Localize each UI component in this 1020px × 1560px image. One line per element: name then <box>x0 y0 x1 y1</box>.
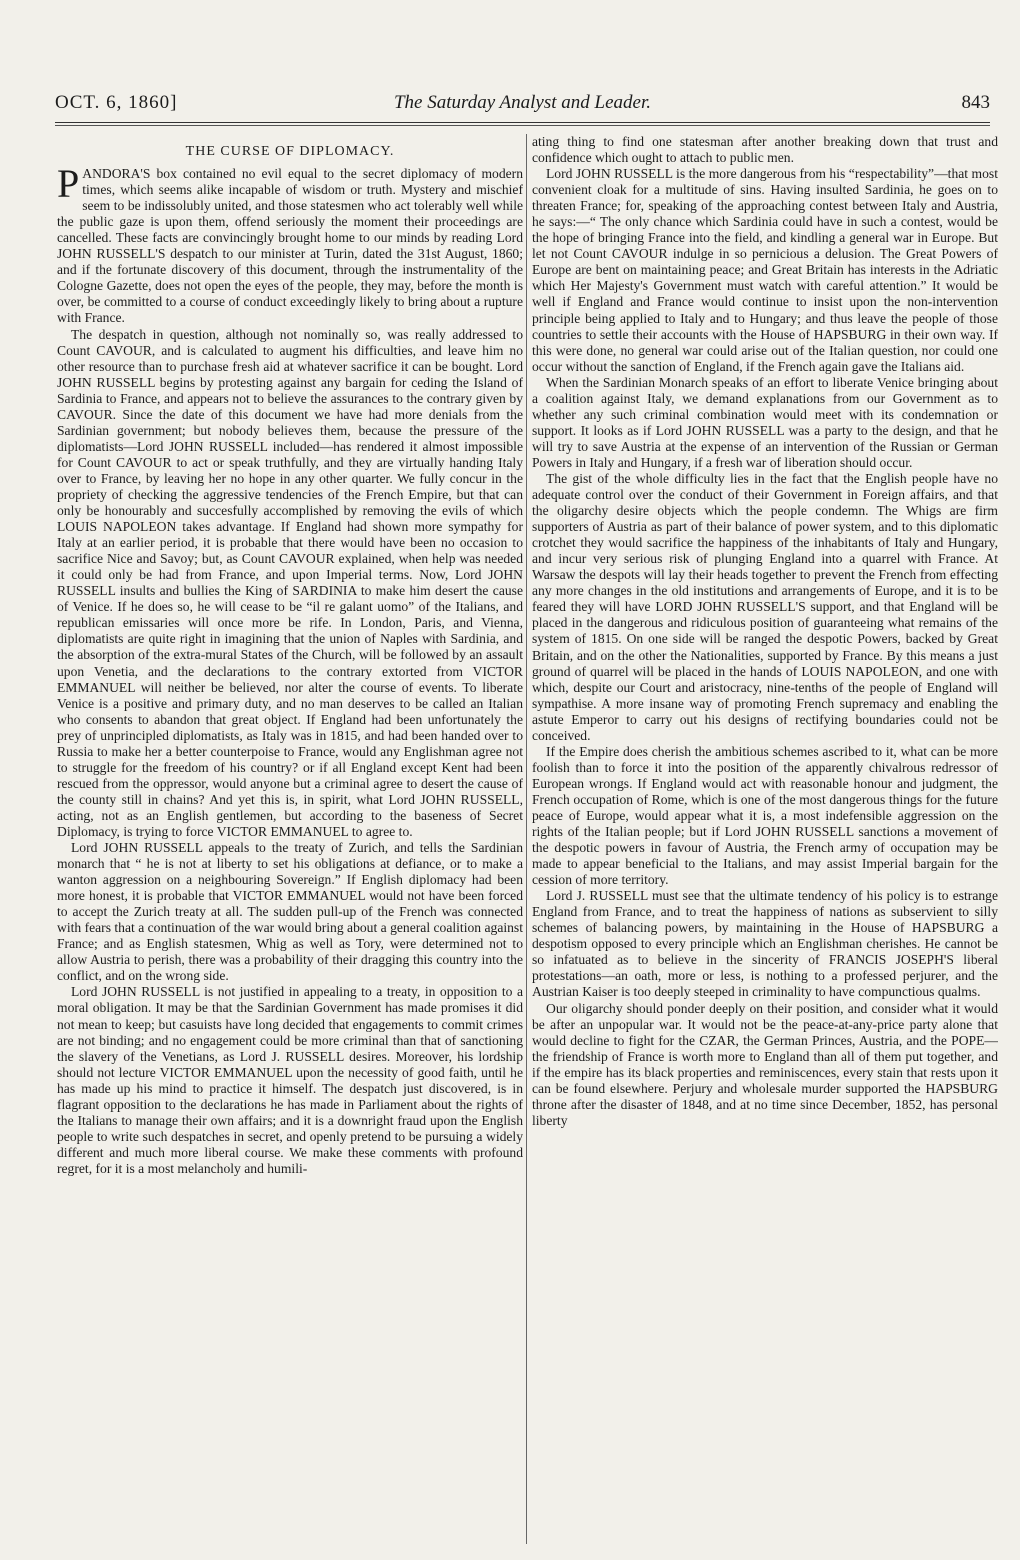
paragraph: When the Sardinian Monarch speaks of an effort to liberate Venice bringing about a coalition against Italy, we demand explanations from our Government as to whether any such criminal combination would meet with its condemnation or support. It looks as if Lord JOHN RUSSELL was a party to the design, and that he will try to save Austria at the expense of an intervention of the Russian or German Powers in Italy and Hungary, if a fresh war of liberation should occur. <box>532 374 998 470</box>
column-divider <box>526 134 527 1544</box>
article-title: THE CURSE OF DIPLOMACY. <box>185 144 395 159</box>
right-column <box>532 134 998 1544</box>
header-rule <box>55 122 990 123</box>
paragraph: ating thing to find one statesman after another breaking down that trust and confidence which ought to attach to public men. <box>532 134 998 166</box>
page-header <box>55 92 990 116</box>
left-column <box>57 134 523 1544</box>
paragraph: Lord J. RUSSELL must see that the ultimate tendency of his policy is to estrange England from France, and to treat the happiness of nations as subservient to silly schemes of balancing powers, by maintaining in the House of HAPSBURG a despotism opposed to every principle which an Englishman cherishes. He cannot be so infatuated as to believe in the sincerity of FRANCIS JOSEPH'S liberal protestations—an oath, more or less, is nothing to a professed perjurer, and the Austrian Kaiser is too deeply steeped in criminality to have compunctious qualms. <box>532 888 998 1000</box>
paragraph-text: ANDORA'S box contained no evil equal to the secret diplomacy of modern times, which seems alike incapable of wisdom or truth. Mystery and mischief seem to be indissolubly united, and those statesmen who act tolerably well while the public gaze is upon them, offend seriously the moment their proceedings are cancelled. These facts are convincingly brought home to our minds by reading Lord JOHN RUSSELL'S despatch to our minister at Turin, dated the 31st August, 1860; and if the fortunate discovery of this document, through the instrumentality of the Cologne Gazette, does not open the eyes of the people, they may, before the month is over, be committed to a course of conduct exceedingly likely to bring about a rupture with France. <box>57 166 523 326</box>
paragraph: The gist of the whole difficulty lies in the fact that the English people have no adequate control over the conduct of their Government in Foreign affairs, and that the oligarchy desire objects which the people condemn. The Whigs are firm supporters of Austria as part of their balance of power system, and to this diplomatic crotchet they would sacrifice the happiness of the inhabitants of Italy and Hungary, and incur very serious risk of plunging England into a quarrel with France. At Warsaw the despots will lay their heads together to prevent the French from effecting any more changes in the old institutions and arrangements of Europe, and it is to be feared they will have LORD JOHN RUSSELL'S support, and that England will be placed in the dangerous and ridiculous position of guaranteeing what remains of the system of 1815. On one side will be ranged the despotic Powers, backed by Great Britain, and on the other the Nationalities, supported by France. By this means a just ground of quarrel will be placed in the hands of LOUIS NAPOLEON, and one with which, despite our Court and aristocracy, nine-tenths of the people of England will sympathise. A more insane way of promoting French supremacy and enabling the astute Emperor to carry out his designs of rectifying boundaries could not be conceived. <box>532 470 998 743</box>
paragraph: Lord JOHN RUSSELL is the more dangerous from his “respectability”—that most convenient cloak for a multitude of sins. Having insulted Sardinia, he goes on to threaten France; for, speaking of the approaching contest between Italy and Austria, he says:—“ The only chance which Sardinia could have in such a contest, would be the hope of bringing France into the field, and kindling a general war in Europe. But let not Count CAVOUR indulge in so pernicious a delusion. The Great Powers of Europe are bent on maintaining peace; and Great Britain has interests in the Adriatic which Her Majesty's Government must watch with careful attention.” It would be well if England and France would continue to insist upon the non-intervention principle being applied to Italy and to Hungary; and thus leave the people of those countries to settle their accounts with the House of HAPSBURG in their own way. If this were done, no general war could arise out of the Italian question, nor could one occur without the sanction of England, if the French again gave the Italians aid. <box>532 166 998 374</box>
page-number: 843 <box>961 92 990 113</box>
journal-title: The Saturday Analyst and Leader. <box>393 92 652 113</box>
paragraph: If the Empire does cherish the ambitious schemes ascribed to it, what can be more foolish than to force it into the position of the apparently chivalrous redressor of European wrongs. If England would act with reasonable honour and judgment, the French occupation of Rome, which is one of the most dangerous things for the future peace of Europe, would appear what it is, a most indefensible aggression on the rights of the Italian people; but if Lord JOHN RUSSELL sanctions a movement of the despotic powers in favour of Austria, the French army of occupation may be made to appear beneficial to the Italians, and may assist Imperial bargain for the cession of more territory. <box>532 743 998 888</box>
drop-cap: P <box>57 161 80 207</box>
paragraph: Lord JOHN RUSSELL is not justified in appealing to a treaty, in opposition to a moral obligation. It may be that the Sardinian Government has made promises it did not mean to keep; but casuists have long decided that engagements to commit crimes are not binding; and no engagement could be more criminal than that of sanctioning the slavery of the Venetians, as Lord J. RUSSELL desires. Moreover, his lordship should not lecture VICTOR EMMANUEL upon the necessity of good faith, until he has made up his mind to practice it himself. The despatch just discovered, is in flagrant opposition to the declarations he has made in Parliament about the rights of the Italians to manage their own affairs; and it is a downright fraud upon the English people to write such despatches in secret, and openly pretend to be pursuing a widely different and much more liberal course. We make these comments with profound regret, for it is a most melancholy and humili- <box>57 984 523 1176</box>
header-rule-thin <box>55 125 990 126</box>
paragraph <box>57 161 523 326</box>
paragraph: Our oligarchy should ponder deeply on their position, and consider what it would be after an unpopular war. It would not be the peace-at-any-price party alone that would decline to fight for the CZAR, the German Princes, Austria, and the POPE—the friendship of France is worth more to England than all of them put together, and if the empire has its black properties and reminiscences, every stain that rests upon it can be found elsewhere. Perjury and wholesale murder supported the HAPSBURG throne after the disaster of 1848, and at no time since December, 1852, has personal liberty <box>532 1000 998 1128</box>
paragraph: The despatch in question, although not nominally so, was really addressed to Count CAVOUR, and is calculated to augment his difficulties, and leave him no other resource than to purchase fresh aid at whatever sacrifice it can be bought. Lord JOHN RUSSELL begins by protesting against any bargain for ceding the Island of Sardinia to France, and appears not to believe the assurances to the contrary given by CAVOUR. Since the date of this document we have had more denials from the Sardinian government; but nobody believes them, because the pressure of the diplomatists—Lord JOHN RUSSELL included—has rendered it almost impossible for Count CAVOUR to act or speak truthfully, and they are virtually handing Italy over to France, by leaving her no hope in any other quarter. We fully concur in the propriety of checking the aggressive tendencies of the French Empire, but that can only be honourably and succesfully accomplished by removing the evils of which LOUIS NAPOLEON takes advantage. If England had shown more sympathy for Italy at an earlier period, it is probable that there would have been no occasion to sacrifice Nice and Savoy; but, as Count CAVOUR explained, when help was needed it could only be had from France, and upon Imperial terms. Now, Lord JOHN RUSSELL insults and bullies the King of SARDINIA to make him desert the cause of Venice. If he does so, he will cease to be “il re galant uomo” of the Italians, and republican emissaries will once more be rife. In London, Paris, and Vienna, diplomatists are quite right in imagining that the union of Naples with Sardinia, and the absorption of the extra-mural States of the Church, will be followed by an assault upon Venetia, and the declarations to the contrary extorted from VICTOR EMMANUEL will neither be believed, nor alter the course of events. To liberate Venice is a positive and primary duty, and no man deserves to be called an Italian who consents to abandon that great object. If England had been unfortunately the prey of unprincipled diplomatists, as Italy was in 1815, and had been handed over to Russia to make her a better counterpoise to France, would any Englishman agree not to struggle for the freedom of his country? or if all England except Kent had been rescued from the oppressor, would anyone but a criminal agree to desert the cause of the county still in chains? And yet this is, in spirit, what Lord JOHN RUSSELL, acting, not as an English gentlemen, but according to the baseness of Secret Diplomacy, is trying to force VICTOR EMMANUEL to agree to. <box>57 326 523 839</box>
paragraph: Lord JOHN RUSSELL appeals to the treaty of Zurich, and tells the Sardinian monarch that “ he is not at liberty to set his obligations at defiance, or to make a wanton aggression on a neighbouring Sovereign.” If English diplomacy had been more honest, it is probable that VICTOR EMMANUEL would not have been forced to accept the Zurich treaty at all. The sudden pull-up of the French was connected with fears that a continuation of the war would bring about a general coalition against France; and as English statesmen, Whig as well as Tory, were determined not to allow Austria to perish, there was a probability of their dragging this country into the conflict, and on the wrong side. <box>57 840 523 984</box>
issue-date: OCT. 6, 1860] <box>55 92 178 113</box>
